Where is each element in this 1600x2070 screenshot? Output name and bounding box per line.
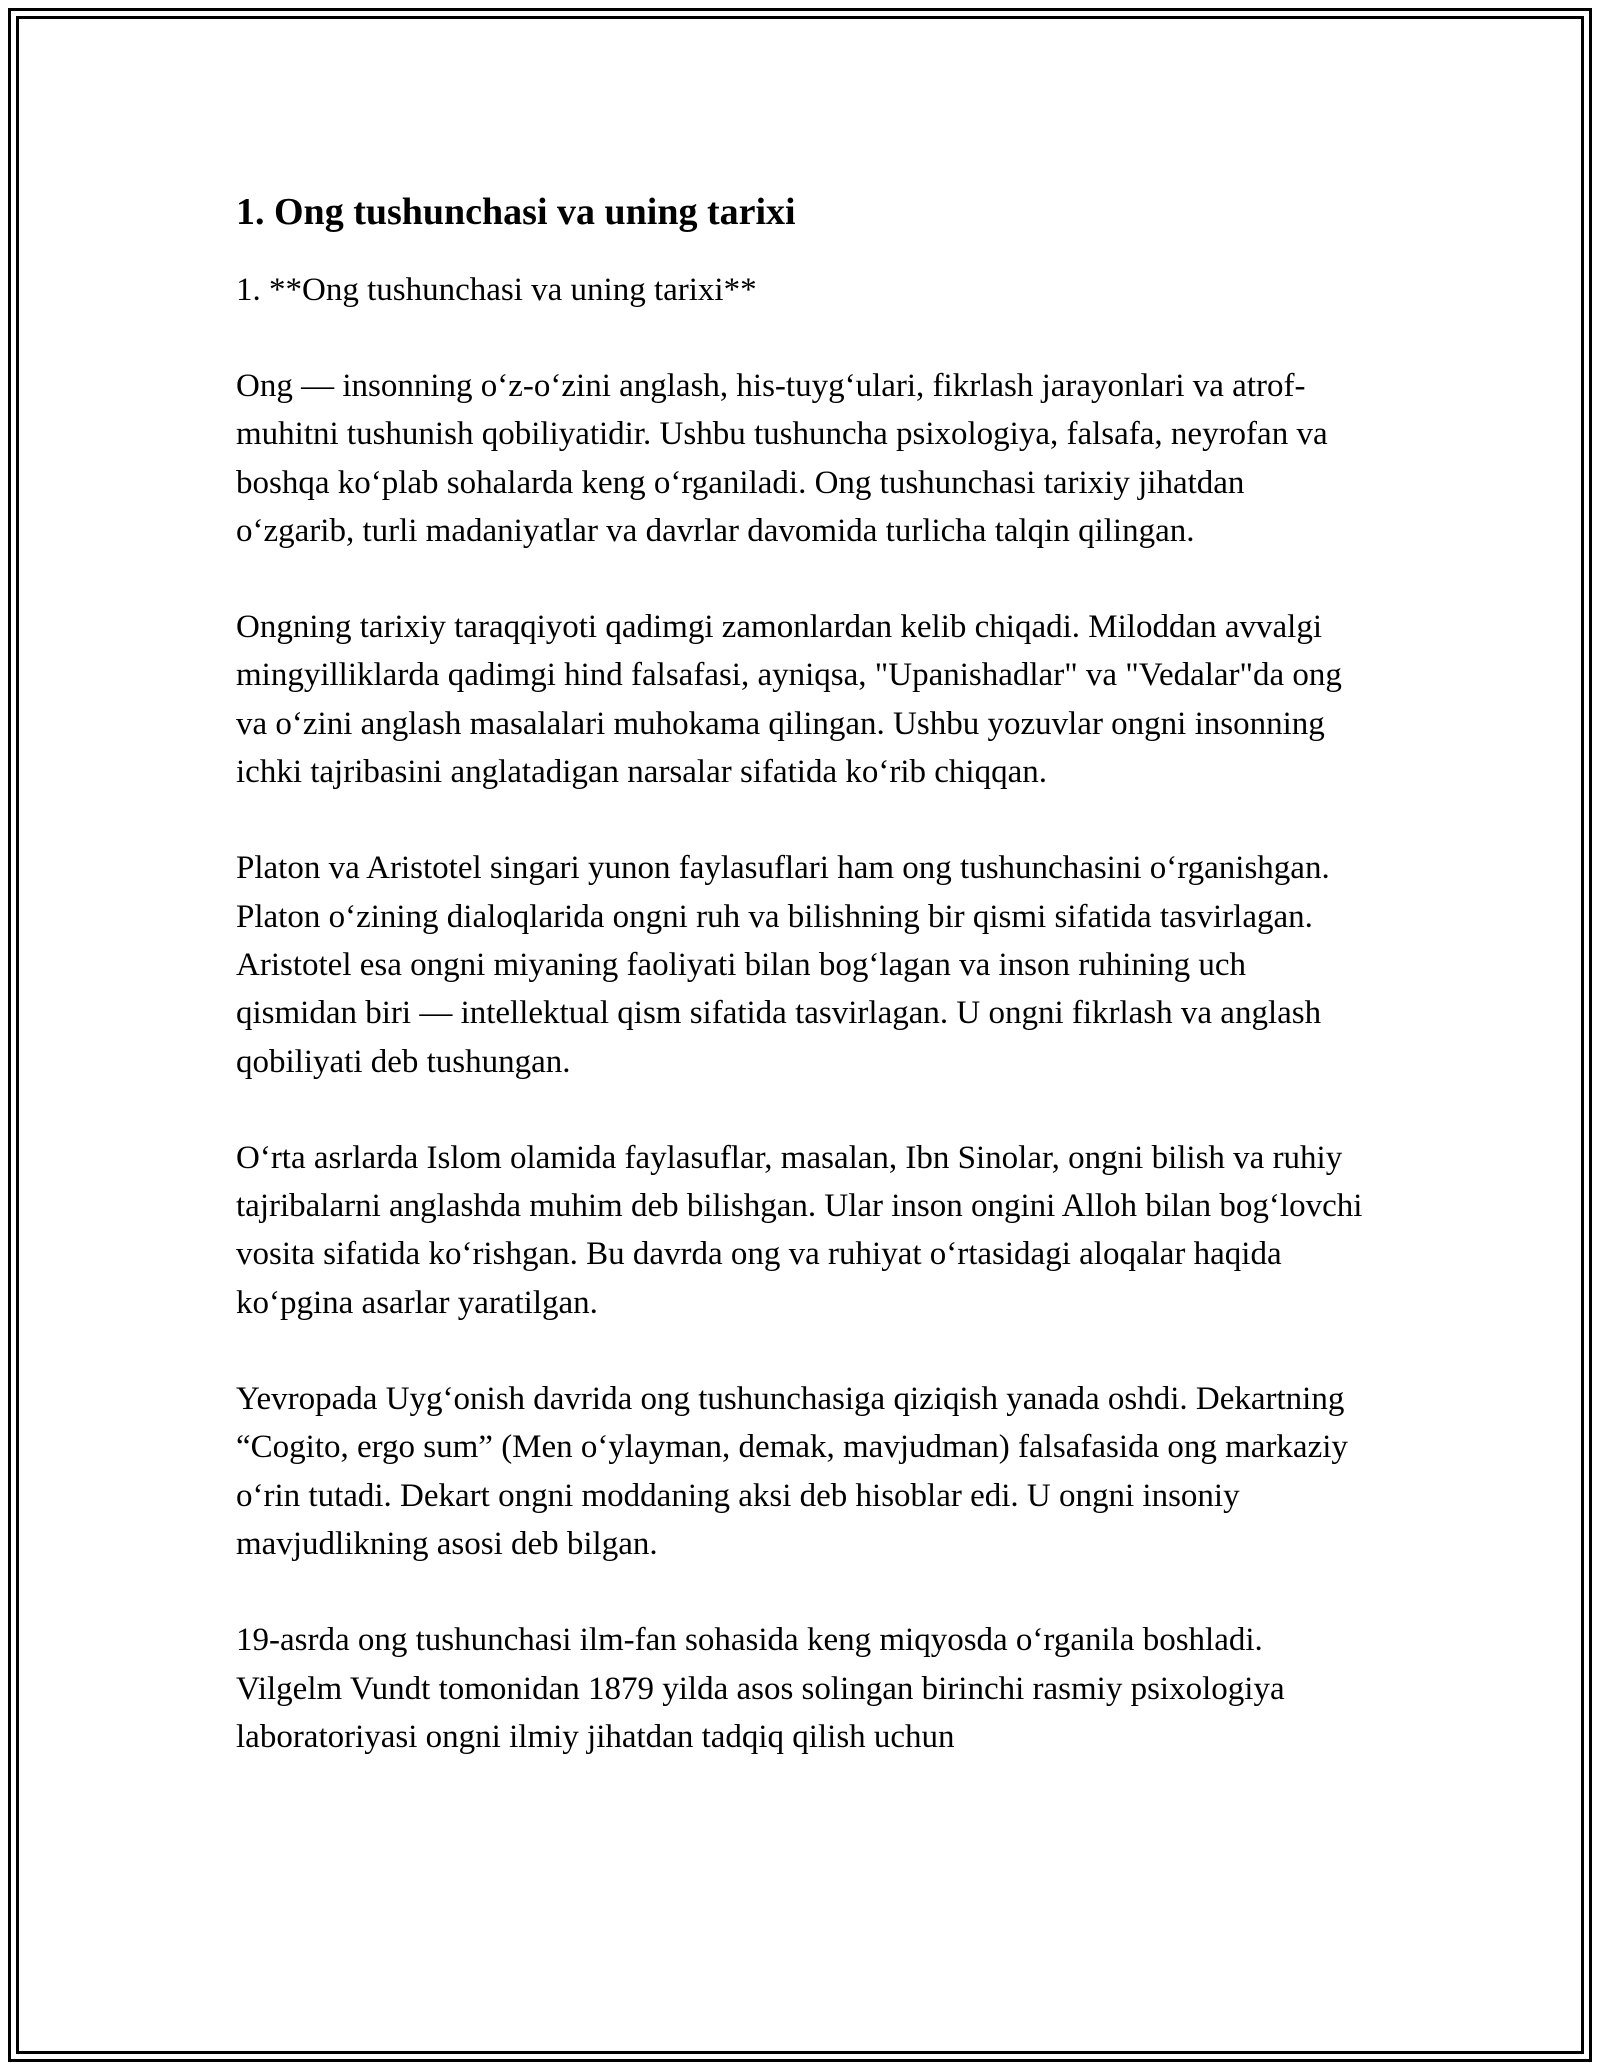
paragraph-1: Ong — insonning o‘z-o‘zini anglash, his-tuyg‘ulari, fikrlash jarayonlari va atrof-muhitni tushunish qobiliyatidir. Ushbu tushuncha psixologiya, falsafa, neyrofan va boshqa ko‘plab sohalarda keng o‘rganiladi. Ong tushunchasi tarixiy jihatdan o‘zgarib, turli madaniyatlar va davrlar davomida turlicha talqin qilingan.	[236, 368, 1328, 549]
document-subtitle: 1. **Ong tushunchasi va uning tarixi**	[236, 272, 757, 308]
paragraph-3: Platon va Aristotel singari yunon faylasuflari ham ong tushunchasini o‘rganishgan. Platon o‘zining dialoqlarida ongni ruh va bilishning bir qismi sifatida tasvirlagan. Aristotel esa ongni miyaning faoliyati bilan bog‘lagan va inson ruhining uch qismidan biri — intellektual qism sifatida tasvirlagan. U ongni fikrlash va anglash qobiliyati deb tushungan.	[236, 850, 1330, 1080]
paragraph-4: O‘rta asrlarda Islom olamida faylasuflar, masalan, Ibn Sinolar, ongni bilish va ruhiy tajribalarni anglashda muhim deb bilishgan. Ular inson ongini Alloh bilan bog‘lovchi vosita sifatida ko‘rishgan. Bu davrda ong va ruhiyat o‘rtasidagi aloqalar haqida ko‘pgina asarlar yaratilgan.	[236, 1139, 1363, 1321]
document-body	[236, 186, 1366, 1809]
paragraph-6: 19-asrda ong tushunchasi ilm-fan sohasida keng miqyosda o‘rganila boshladi. Vilgelm Vundt tomonidan 1879 yilda asos solingan birinchi rasmiy psixologiya laboratoriyasi ongni ilmiy jihatdan tadqiq qilish uchun	[236, 1622, 1285, 1755]
document-title: 1. Ong tushunchasi va uning tarixi	[236, 191, 796, 233]
paragraph-2: Ongning tarixiy taraqqiyoti qadimgi zamonlardan kelib chiqadi. Miloddan avvalgi mingyilliklarda qadimgi hind falsafasi, ayniqsa, "Upanishadlar" va "Vedalar"da ong va o‘zini anglash masalalari muhokama qilingan. Ushbu yozuvlar ongni insonning ichki tajribasini anglatadigan narsalar sifatida ko‘rib chiqqan.	[236, 609, 1342, 791]
paragraph-5: Yevropada Uyg‘onish davrida ong tushunchasiga qiziqish yanada oshdi. Dekartning “Cogito, ergo sum” (Men o‘ylayman, demak, mavjudman) falsafasida ong markaziy o‘rin tutadi. Dekart ongni moddaning aksi deb hisoblar edi. U ongni insoniy mavjudlikning asosi deb bilgan.	[236, 1381, 1348, 1562]
